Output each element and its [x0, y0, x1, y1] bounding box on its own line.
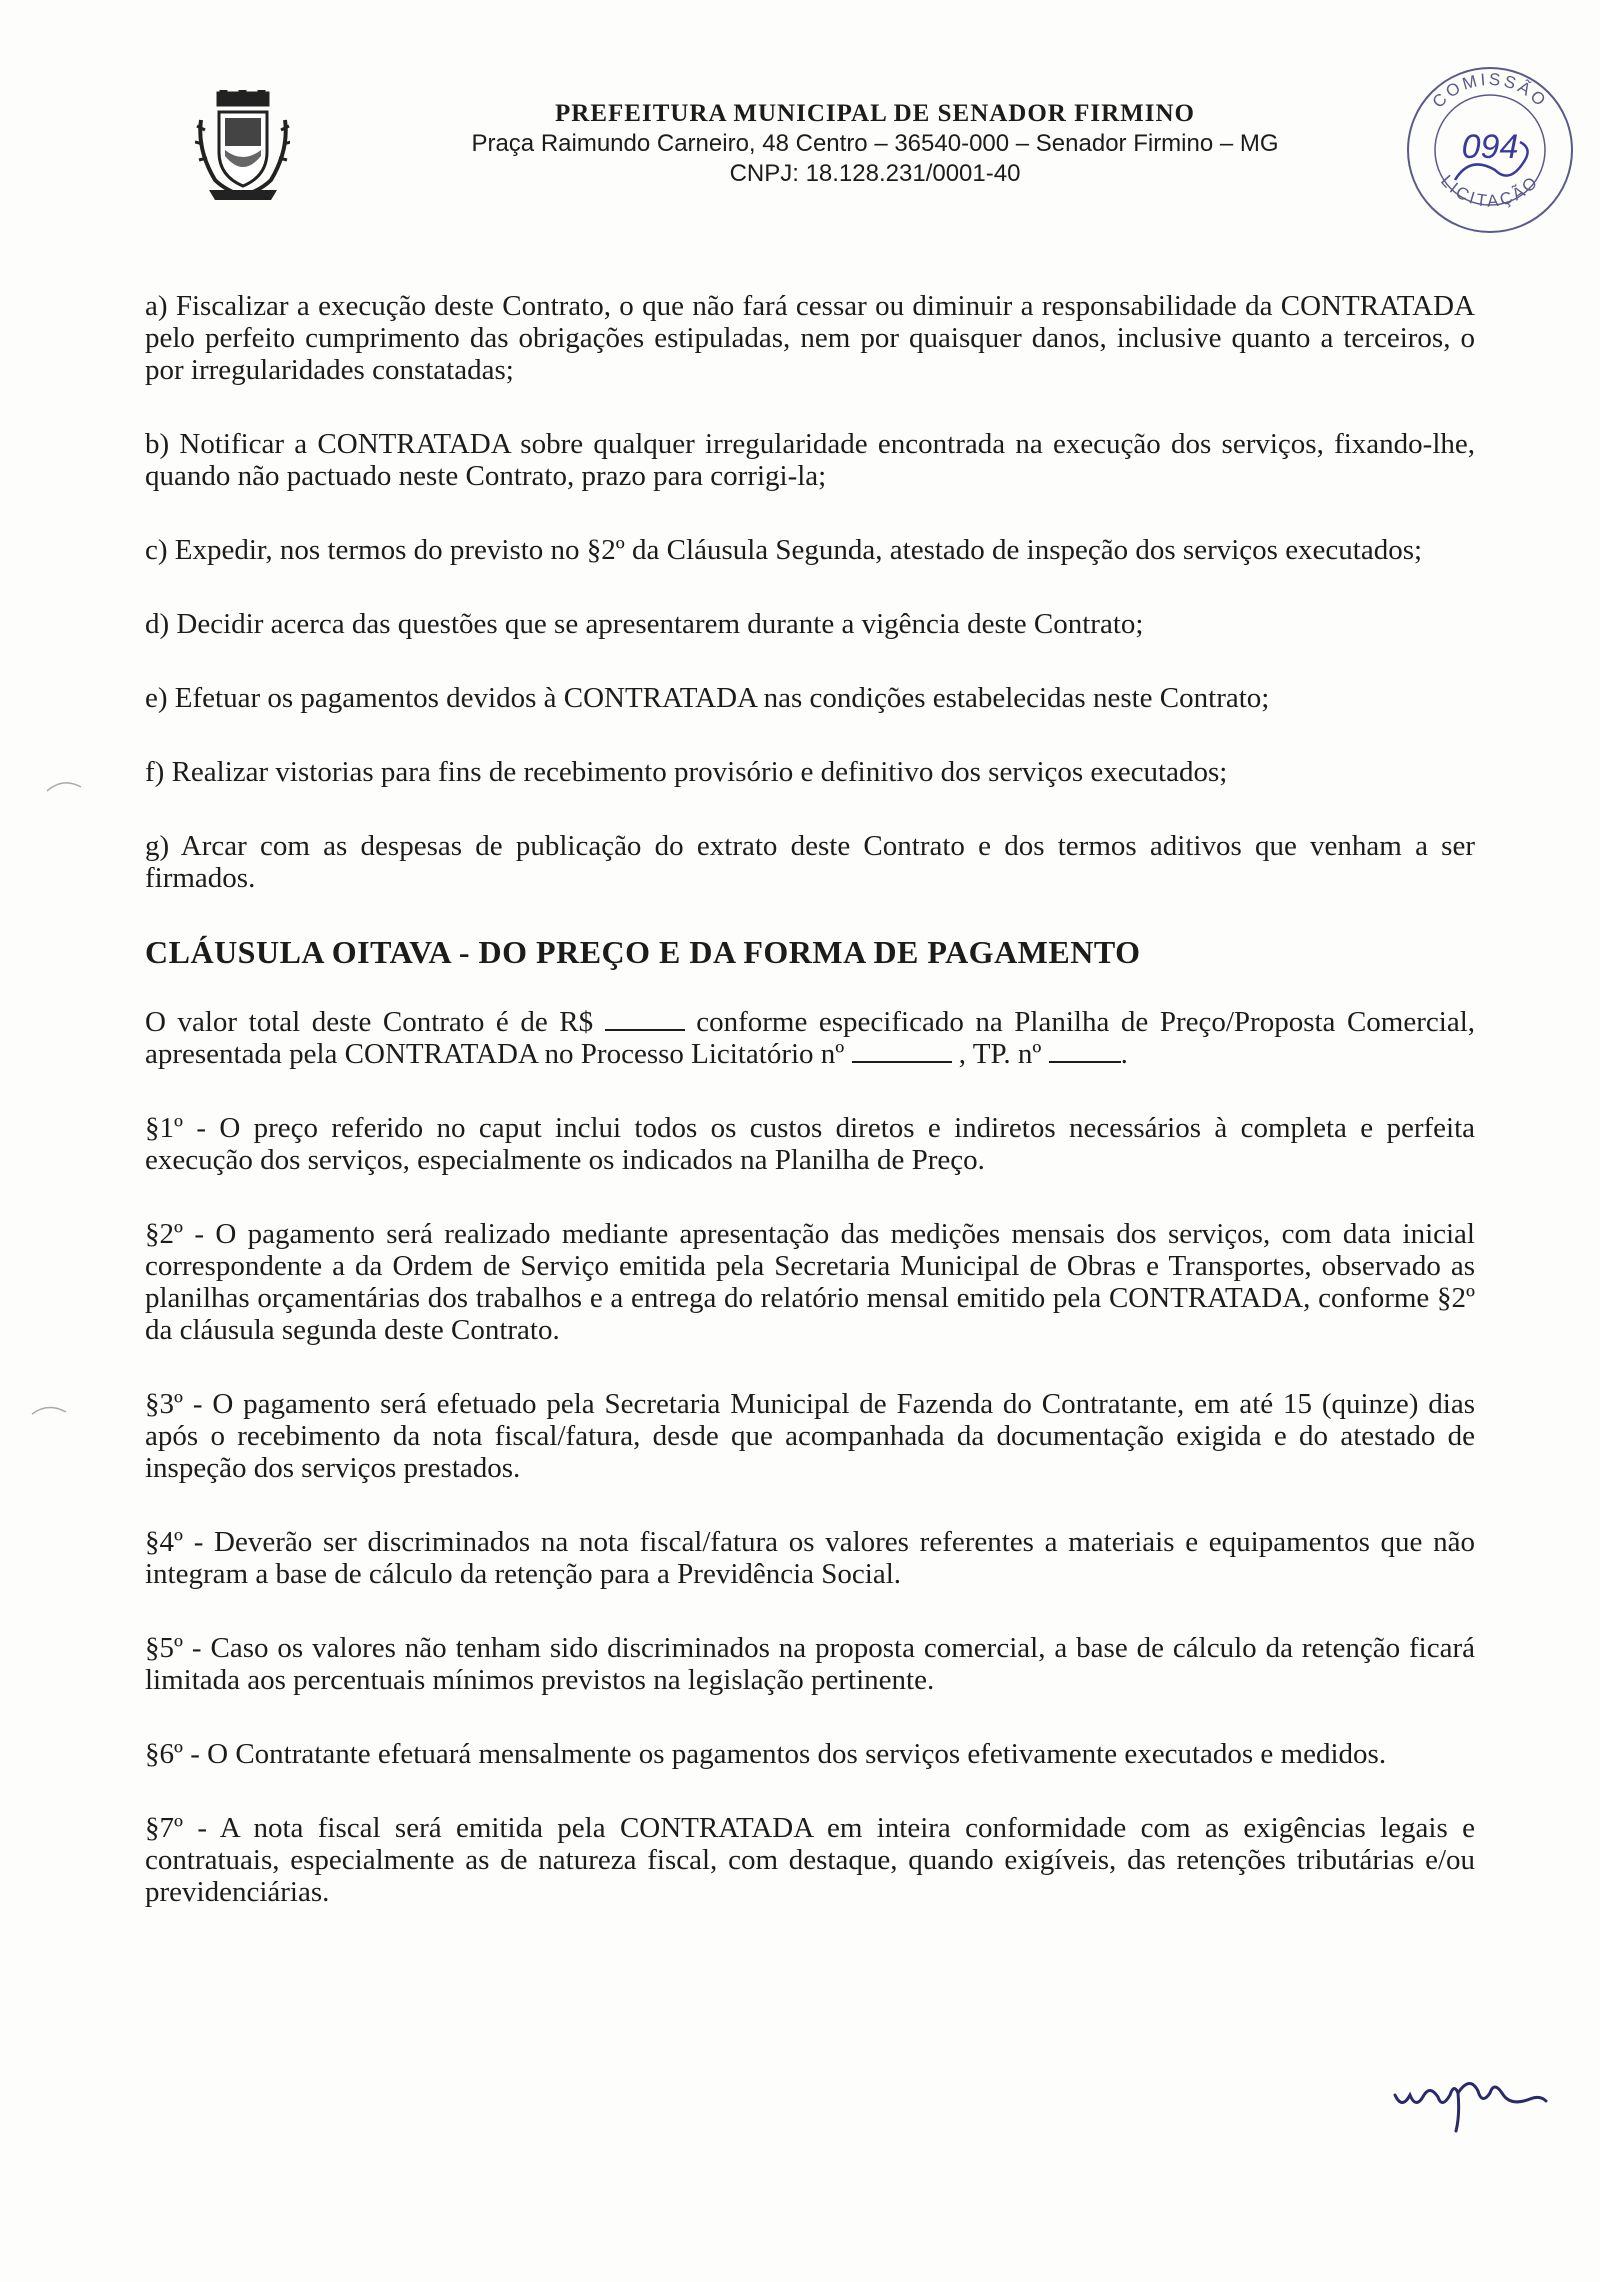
clause-item-d: d) Decidir acerca das questões que se apresentarem durante a vigência deste Contrato; [145, 608, 1144, 640]
paragraph-1: §1º - O preço referido no caput inclui todos os custos diretos e indiretos necessários à completa e perfeita execução dos serviços, especialmente os indicados na Planilha de Preço. [145, 1112, 1475, 1176]
paragraph-2: §2º - O pagamento será realizado mediante apresentação das medições mensais dos serviços, com data inicial correspondente a da Ordem de Serviço emitida pela Secretaria Municipal de Obras e Transportes, observado as planilhas orçamentárias dos trabalhos e a entrega do relatório mensal emitido pela CONTRATADA, conforme §2º da cláusula segunda deste Contrato. [145, 1218, 1475, 1346]
contract-value-blank [605, 1007, 685, 1031]
paragraph-6: §6º - O Contratante efetuará mensalmente os pagamentos dos serviços efetivamente executados e medidos. [145, 1738, 1387, 1770]
caput-text-3: , TP. nº [958, 1038, 1042, 1070]
clause-item-b: b) Notificar a CONTRATADA sobre qualquer irregularidade encontrada na execução dos serviços, fixando-lhe, quando não pactuado neste Contrato, prazo para corrigi-la; [145, 428, 1475, 492]
punch-mark-icon [30, 1400, 70, 1420]
caput-text-1: O valor total deste Contrato é de R$ [145, 1006, 594, 1038]
municipality-address: Praça Raimundo Carneiro, 48 Centro – 36540-000 – Senador Firmino – MG [471, 130, 1279, 157]
stamp-bottom-text: LICITAÇÃO [1436, 171, 1544, 211]
commission-page-stamp [1400, 60, 1580, 240]
svg-text:COMISSÃO [1429, 70, 1552, 112]
municipal-crest-icon [195, 90, 290, 205]
paragraph-5: §5º - Caso os valores não tenham sido discriminados na proposta comercial, a base de cálculo da retenção ficará limitada aos percentuais mínimos previstos na legislação pertinente. [145, 1632, 1475, 1696]
section-heading: CLÁUSULA OITAVA - DO PREÇO E DA FORMA DE PAGAMENTO [145, 934, 1141, 970]
punch-mark-icon [45, 775, 85, 795]
clause-item-f: f) Realizar vistorias para fins de recebimento provisório e definitivo dos serviços executados; [145, 756, 1228, 788]
letterhead-text [425, 100, 1325, 188]
clause-item-e: e) Efetuar os pagamentos devidos à CONTRATADA nas condições estabelecidas neste Contrato; [145, 682, 1270, 714]
stamp-top-text: COMISSÃO [1428, 69, 1552, 112]
paragraph-7: §7º - A nota fiscal será emitida pela CONTRATADA em inteira conformidade com as exigências legais e contratuais, especialmente as de natureza fiscal, com destaque, quando exigíveis, das retenções tributárias e/ou previdenciárias. [145, 1812, 1475, 1908]
svg-text:LICITAÇÃO [1437, 171, 1543, 211]
stamp-page-number: 094 [1461, 128, 1519, 166]
paragraph-3: §3º - O pagamento será efetuado pela Secretaria Municipal de Fazenda do Contratante, em até 15 (quinze) dias após o recebimento da nota fiscal/fatura, desde que acompanhada da documentação exigida e do atestado de inspeção dos serviços prestados. [145, 1388, 1475, 1484]
letterhead [195, 90, 1395, 230]
price-caput [145, 1006, 1475, 1070]
paragraph-4: §4º - Deverão ser discriminados na nota fiscal/fatura os valores referentes a materiais e equipamentos que não integram a base de cálculo da retenção para a Previdência Social. [145, 1526, 1475, 1590]
caput-text-4: . [1120, 1038, 1128, 1070]
clause-item-c: c) Expedir, nos termos do previsto no §2º da Cláusula Segunda, atestado de inspeção dos serviços executados; [145, 534, 1423, 566]
clause-item-a: a) Fiscalizar a execução deste Contrato, o que não fará cessar ou diminuir a responsabilidade da CONTRATADA pelo perfeito cumprimento das obrigações estipuladas, nem por quaisquer danos, inclusive quanto a terceiros, o por irregularidades constatadas; [145, 290, 1475, 386]
municipality-cnpj: CNPJ: 18.128.231/0001-40 [729, 160, 1021, 187]
tp-number-blank [1049, 1039, 1121, 1063]
caput-text-2: conforme especificado na Planilha de Preço/Proposta Comercial, apresentada pela CONTRATADA no Processo Licitatório nº [145, 1006, 1475, 1070]
process-number-blank [852, 1039, 952, 1063]
clause-item-g: g) Arcar com as despesas de publicação do extrato deste Contrato e dos termos aditivos que venham a ser firmados. [145, 830, 1475, 894]
contract-body [145, 290, 1475, 1950]
handwritten-signature-icon [1390, 2065, 1550, 2135]
municipality-title: PREFEITURA MUNICIPAL DE SENADOR FIRMINO [555, 100, 1195, 127]
